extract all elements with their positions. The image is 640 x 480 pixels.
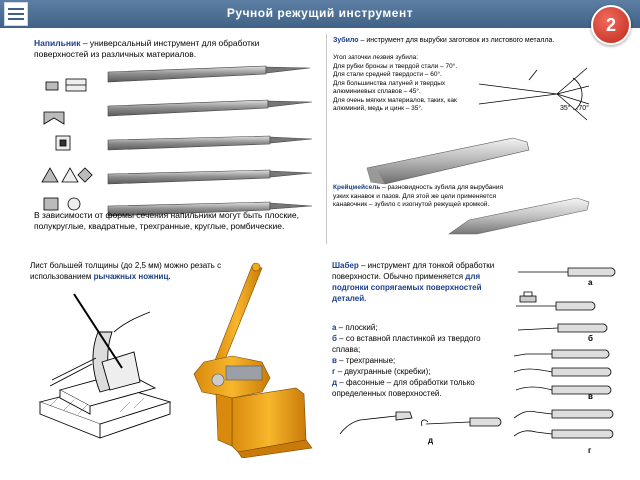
- figure-label-a: а: [588, 278, 593, 287]
- scraper-term: Шабер: [332, 261, 359, 270]
- header-bar: [0, 0, 640, 28]
- scraper-definition: [332, 260, 500, 304]
- figure-label-g: г: [588, 446, 592, 455]
- file-cross-sections-figure: [36, 74, 96, 224]
- chisel-angle-3: Для большинства латуней и твердых алюминиевых сплавов – 45°.: [333, 79, 446, 95]
- file-panel: [28, 34, 320, 244]
- chisel-angle-4: Для очень мягких материалов, таких, как алюминий, медь и цинк – 35°.: [333, 96, 457, 112]
- figure-label-b: б: [588, 334, 593, 343]
- chisel-definition-text: – инструмент для вырубки заготовок из листового металла.: [358, 37, 555, 44]
- file-definition: [34, 38, 314, 60]
- slide-title: Ручной режущий инструмент: [226, 6, 414, 20]
- shaped-scrapers-figure: [336, 404, 504, 444]
- chisel-angle-2: Для стали средней твердости – 60°.: [333, 71, 442, 78]
- file-term: Напильник: [34, 38, 81, 48]
- shears-text-highlight: рычажных ножниц.: [93, 272, 171, 281]
- lever-shears-figure: [192, 262, 316, 458]
- scraper-type-d: д – фасонные – для обработки только определенных поверхностей.: [332, 378, 475, 398]
- files-figure: [98, 60, 318, 230]
- crosscut-chisel-term: Крейцмейсель: [333, 184, 381, 191]
- shears-text-prefix: Лист большей толщины (до 2,5 мм) можно резать с использованием: [30, 261, 222, 281]
- figure-label-d: д: [428, 436, 434, 445]
- chisel-angle-label: 35° ...70°: [560, 105, 589, 112]
- scraper-definition-highlight: для подгонки сопрягаемых поверхностей деталей.: [332, 272, 482, 303]
- chisel-angle-diagram: [477, 58, 592, 128]
- scrapers-figure: [512, 262, 618, 458]
- file-definition-text: – универсальный инструмент для обработки поверхностей из различных материалов.: [34, 38, 260, 59]
- shears-panel: [24, 256, 316, 462]
- chisel-angle-list: [333, 54, 473, 114]
- slide-number-badge: 2: [591, 5, 631, 45]
- chisel-panel: [326, 34, 594, 244]
- chisel-angle-intro: Угол заточки лезвия зубила:: [333, 54, 419, 61]
- figure-label-v: в: [588, 392, 593, 401]
- chisel-figure: [363, 132, 533, 188]
- scraper-type-a: а – плоский;: [332, 323, 378, 332]
- scraper-type-b: б – со вставной пластинкой из твердого сплава;: [332, 334, 481, 354]
- chisel-angle-1: Для рубки бронзы и твердой стали – 70°.: [333, 62, 458, 70]
- chisel-definition: [333, 36, 595, 45]
- file-footer-text: В зависимости от формы сечения напильники могут быть плоские, полукруглые, квадратные, трехгранные, круглые, ромбические.: [34, 210, 300, 231]
- crosscut-chisel-figure: [447, 194, 592, 238]
- scraper-type-v: в – трехгранные;: [332, 356, 396, 365]
- scraper-panel: [326, 256, 620, 462]
- scraper-definition-text: – инструмент для тонкой обработки поверхности. Обычно применяется: [332, 261, 495, 281]
- shears-line-drawing: [30, 292, 180, 452]
- chisel-term: Зубило: [333, 37, 359, 44]
- scraper-type-g: г – двухгранные (скребки);: [332, 367, 431, 376]
- scraper-types-list: [332, 322, 508, 399]
- crosscut-chisel-definition: – разновидность зубила для вырубания узких канавок и пазов. Для этой же цели применяется канавочник – зубило с изогнутой режущей кромкой.: [333, 184, 504, 208]
